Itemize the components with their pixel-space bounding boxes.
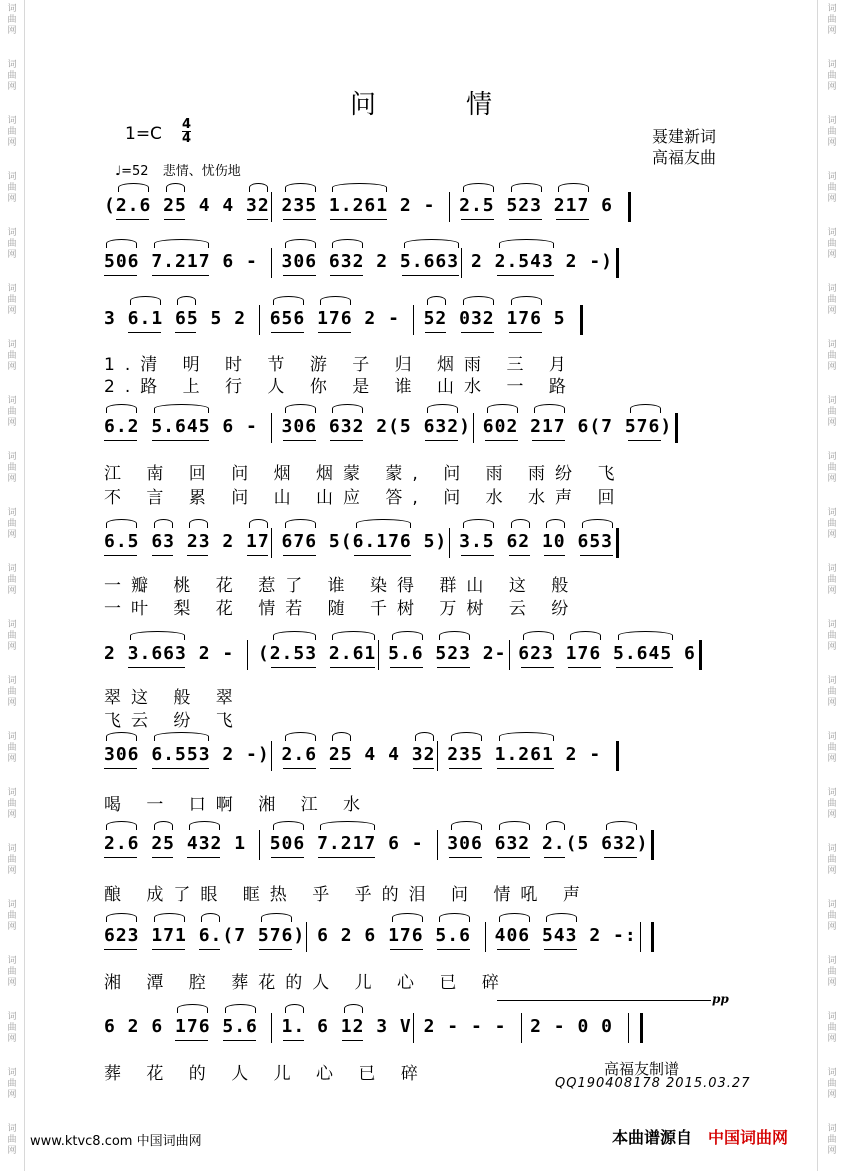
barline	[509, 640, 510, 670]
beam-underline	[152, 555, 173, 556]
beam-underline	[175, 332, 196, 333]
slur-mark	[582, 519, 613, 528]
notation-line: 6.5 63 23 2 17 676 5(6.176 5) 3.5 62 10 653	[104, 531, 625, 552]
score-system	[104, 528, 740, 558]
watermark-text: 词 曲 网	[7, 1068, 17, 1100]
beam-underline	[223, 1040, 256, 1041]
watermark-text: 词 曲 网	[827, 1124, 837, 1156]
slur-mark	[606, 821, 637, 830]
beam-underline	[259, 949, 292, 950]
slur-mark	[546, 913, 577, 922]
beam-underline	[330, 219, 387, 220]
slur-mark	[332, 404, 363, 413]
slur-mark	[273, 296, 304, 305]
slur-mark	[154, 519, 173, 528]
watermark-text: 词 曲 网	[827, 396, 837, 428]
slur-mark	[332, 732, 351, 741]
beam-underline	[402, 275, 459, 276]
slur-mark	[261, 913, 292, 922]
beam-underline	[461, 219, 494, 220]
score-system	[104, 248, 740, 278]
lyricist: 聂建新词	[652, 127, 717, 146]
slur-mark	[154, 404, 209, 413]
slur-mark	[320, 821, 375, 830]
watermark-text: 词 曲 网	[827, 60, 837, 92]
beam-underline	[413, 768, 434, 769]
beam-underline	[104, 275, 137, 276]
beam-underline	[271, 857, 304, 858]
watermark-text: 词 曲 网	[7, 564, 17, 596]
barline	[485, 922, 486, 952]
beam-underline	[390, 667, 423, 668]
beam-underline	[544, 949, 577, 950]
beam-underline	[116, 219, 149, 220]
notation-line: 6.2 5.645 6 - 306 632 2(5 632) 602 217 6(7 576)	[104, 416, 685, 437]
barline	[259, 830, 260, 860]
watermark-text: 词 曲 网	[827, 4, 837, 36]
barline	[378, 640, 379, 670]
beam-underline	[485, 440, 518, 441]
beam-underline	[152, 768, 209, 769]
barline	[271, 741, 272, 771]
beam-underline	[318, 857, 375, 858]
slur-mark	[273, 821, 304, 830]
beam-underline	[342, 1040, 363, 1041]
beam-underline	[247, 219, 268, 220]
lyric-line: 不 言 累 问 山 山应 答, 问 水 水声 回	[104, 488, 625, 508]
slur-mark	[511, 183, 542, 192]
notation-line: 506 7.217 6 - 306 632 2 5.663 2 2.543 2 -)	[104, 251, 625, 272]
watermark-text: 词 曲 网	[7, 4, 17, 36]
barline	[437, 830, 438, 860]
watermark-text: 词 曲 网	[7, 676, 17, 708]
score-system	[104, 830, 740, 860]
beam-underline	[628, 440, 661, 441]
watermark-text: 词 曲 网	[7, 508, 17, 540]
slur-mark	[511, 296, 542, 305]
slur-mark	[154, 913, 185, 922]
beam-underline	[497, 275, 554, 276]
beam-underline	[283, 219, 316, 220]
slur-mark	[285, 519, 316, 528]
watermark-text: 词 曲 网	[7, 844, 17, 876]
watermark-text: 词 曲 网	[827, 284, 837, 316]
slur-mark	[332, 183, 387, 192]
lyric-line: 酿 成了眼 眶热 乎 乎的泪 问 情吼 声	[104, 885, 590, 905]
beam-underline	[283, 440, 316, 441]
barline	[413, 1013, 414, 1043]
slur-mark	[344, 1004, 363, 1013]
lyric-line: 翠这 般 翠	[104, 688, 243, 708]
slur-mark	[166, 183, 185, 192]
footer-site-link[interactable]: www.ktvc8.com 中国词曲网	[30, 1134, 202, 1149]
watermark-text: 词 曲 网	[7, 788, 17, 820]
notation-line: 2 3.663 2 - (2.53 2.61 5.6 523 2- 623 176 5.645 6	[104, 643, 708, 664]
score-maker: 高福友制谱	[604, 1060, 680, 1078]
watermark-text: 词 曲 网	[7, 116, 17, 148]
beam-underline	[187, 555, 208, 556]
slur-mark	[201, 913, 220, 922]
watermark-text: 词 曲 网	[7, 620, 17, 652]
watermark-text: 词 曲 网	[7, 396, 17, 428]
slur-mark	[546, 821, 565, 830]
beam-underline	[104, 768, 137, 769]
watermark-text: 词 曲 网	[7, 284, 17, 316]
slur-mark	[285, 183, 316, 192]
beam-underline	[152, 275, 209, 276]
watermark-text: 词 曲 网	[827, 116, 837, 148]
watermark-text: 词 曲 网	[827, 1012, 837, 1044]
barline	[306, 922, 307, 952]
beam-underline	[283, 768, 316, 769]
beam-underline	[497, 857, 530, 858]
slur-mark	[511, 519, 530, 528]
lyric-line: 喝 一 口啊 湘 江 水	[104, 795, 371, 815]
barline	[628, 1013, 629, 1043]
slur-mark	[404, 239, 459, 248]
source-label: 本曲谱源自	[612, 1128, 693, 1147]
tempo-value: ♩=52	[115, 164, 149, 179]
beam-underline	[568, 667, 601, 668]
watermark-text: 词 曲 网	[827, 228, 837, 260]
watermark-text: 词 曲 网	[7, 1124, 17, 1156]
beam-underline	[425, 332, 446, 333]
barline	[616, 741, 619, 771]
beam-underline	[509, 219, 542, 220]
slur-mark	[630, 404, 661, 413]
lyric-line: 飞云 纷 飞	[104, 711, 243, 731]
slur-mark	[618, 631, 673, 640]
beam-underline	[604, 857, 637, 858]
beam-underline	[164, 219, 185, 220]
lyric-line: 2.路 上 行 人 你 是 谁 山水 一 路	[104, 377, 576, 397]
slur-mark	[189, 519, 208, 528]
slur-mark	[285, 404, 316, 413]
watermark-text: 词 曲 网	[7, 172, 17, 204]
beam-underline	[104, 440, 137, 441]
beam-underline	[271, 667, 316, 668]
watermark-text: 词 曲 网	[827, 508, 837, 540]
slur-mark	[427, 404, 458, 413]
beam-underline	[580, 555, 613, 556]
beam-underline	[152, 949, 185, 950]
lyric-line: 一瓣 桃 花 惹了 谁 染得 群山 这 般	[104, 576, 579, 596]
barline	[449, 528, 450, 558]
notation-line: 2.6 25 432 1 506 7.217 6 - 306 632 2.(5 632)	[104, 833, 661, 854]
beam-underline	[330, 768, 351, 769]
watermark-text: 词 曲 网	[7, 732, 17, 764]
barline	[616, 528, 619, 558]
slur-mark	[130, 296, 161, 305]
slur-mark	[177, 1004, 208, 1013]
slur-mark	[523, 631, 554, 640]
source-credit	[612, 1125, 788, 1148]
watermark-text: 词 曲 网	[827, 172, 837, 204]
slur-mark	[392, 913, 423, 922]
slur-mark	[451, 821, 482, 830]
slur-mark	[154, 821, 173, 830]
watermark-text: 词 曲 网	[7, 340, 17, 372]
barline	[473, 413, 474, 443]
barline	[271, 192, 272, 222]
slur-mark	[499, 913, 530, 922]
slur-mark	[106, 732, 137, 741]
notation-line: 6 2 6 176 5.6 1. 6 12 3 V 2 - - - 2 - 0 0	[104, 1016, 649, 1037]
credits	[652, 126, 716, 168]
beam-underline	[104, 857, 137, 858]
beam-underline	[461, 332, 494, 333]
slur-mark	[356, 519, 411, 528]
slur-mark	[332, 631, 375, 640]
slur-mark	[392, 631, 423, 640]
slur-mark	[451, 732, 482, 741]
score-system	[104, 413, 740, 443]
key-signature: 1=C	[125, 124, 162, 144]
watermark-text: 词 曲 网	[827, 564, 837, 596]
beam-underline	[318, 332, 351, 333]
barline	[461, 248, 462, 278]
beam-underline	[521, 667, 554, 668]
slur-mark	[463, 183, 494, 192]
slur-mark	[332, 239, 363, 248]
beam-underline	[128, 667, 185, 668]
beam-underline	[509, 555, 530, 556]
contact-date-stamp: QQ190408178 2015.03.27	[555, 1076, 751, 1091]
beam-underline	[330, 440, 363, 441]
slur-mark	[106, 913, 137, 922]
slur-mark	[249, 519, 268, 528]
watermark-text: 词 曲 网	[7, 228, 17, 260]
slur-mark	[106, 519, 137, 528]
watermark-text: 词 曲 网	[7, 60, 17, 92]
watermark-text: 词 曲 网	[7, 1012, 17, 1044]
barline	[271, 413, 272, 443]
time-sig-bottom: 4	[182, 131, 192, 146]
watermark-text: 词 曲 网	[827, 900, 837, 932]
slur-mark	[177, 296, 196, 305]
beam-underline	[199, 949, 220, 950]
score-system	[104, 741, 740, 771]
beam-underline	[330, 667, 375, 668]
barline	[640, 922, 641, 952]
beam-underline	[247, 555, 268, 556]
beam-underline	[437, 667, 470, 668]
slur-mark	[570, 631, 601, 640]
beam-underline	[509, 332, 542, 333]
watermark-text: 词 曲 网	[827, 340, 837, 372]
slur-mark	[130, 631, 185, 640]
score-system	[104, 305, 740, 335]
beam-underline	[497, 949, 530, 950]
beam-underline	[449, 768, 482, 769]
expression-marking: 悲情、忧伤地	[162, 164, 241, 179]
slur-mark	[189, 821, 220, 830]
watermark-text: 词 曲 网	[827, 452, 837, 484]
beam-underline	[425, 440, 458, 441]
beam-underline	[330, 275, 363, 276]
score-system	[104, 922, 740, 952]
beam-underline	[497, 768, 554, 769]
watermark-text: 词 曲 网	[827, 676, 837, 708]
tempo-marking	[115, 160, 241, 179]
beam-underline	[449, 857, 482, 858]
beam-underline	[152, 857, 173, 858]
slur-mark	[106, 404, 137, 413]
watermark-text: 词 曲 网	[827, 620, 837, 652]
slur-mark	[154, 732, 209, 741]
beam-underline	[461, 555, 494, 556]
beam-underline	[556, 219, 589, 220]
slur-mark	[546, 519, 565, 528]
slur-mark	[463, 519, 494, 528]
beam-underline	[187, 857, 220, 858]
beam-underline	[104, 555, 137, 556]
slur-mark	[106, 239, 137, 248]
time-sig-top: 4	[182, 117, 192, 132]
barline	[699, 640, 702, 670]
slur-mark	[499, 732, 554, 741]
barline	[259, 305, 260, 335]
lyric-line: 一叶 梨 花 情若 随 千树 万树 云 纷	[104, 599, 579, 619]
barline	[640, 1013, 643, 1043]
barline	[271, 528, 272, 558]
time-signature	[182, 118, 191, 145]
barline	[521, 1013, 522, 1043]
watermark-text: 词 曲 网	[827, 788, 837, 820]
beam-underline	[104, 949, 137, 950]
watermark-text: 词 曲 网	[827, 1068, 837, 1100]
lyric-line: 湘 潭 腔 葬花的人 儿 心 已 碎	[104, 973, 509, 993]
beam-underline	[544, 555, 565, 556]
song-title: 问情	[349, 90, 582, 120]
beam-underline	[152, 440, 209, 441]
slur-mark	[558, 183, 589, 192]
slur-mark	[439, 631, 470, 640]
dynamic-marking: pp	[712, 992, 729, 1006]
slur-mark	[273, 631, 316, 640]
barline	[616, 248, 619, 278]
source-site-name[interactable]: 中国词曲网	[708, 1128, 789, 1147]
beam-underline	[175, 1040, 208, 1041]
score-system	[104, 1013, 740, 1043]
notation-line: 306 6.553 2 -) 2.6 25 4 4 32 235 1.261 2 -	[104, 744, 625, 765]
barline	[651, 922, 654, 952]
barline	[413, 305, 414, 335]
watermark-text: 词 曲 网	[827, 732, 837, 764]
beam-underline	[128, 332, 161, 333]
barline	[449, 192, 450, 222]
slur-mark	[499, 821, 530, 830]
slur-mark	[534, 404, 565, 413]
watermark-text: 词 曲 网	[7, 900, 17, 932]
slur-mark	[154, 239, 209, 248]
beam-underline	[437, 949, 470, 950]
barline	[247, 640, 248, 670]
beam-underline	[390, 949, 423, 950]
slur-mark	[463, 296, 494, 305]
notation-line: 3 6.1 65 5 2 656 176 2 - 52 032 176 5	[104, 308, 590, 329]
slur-mark	[285, 732, 316, 741]
score-system	[104, 640, 740, 670]
barline	[271, 248, 272, 278]
beam-underline	[283, 275, 316, 276]
beam-underline	[544, 857, 565, 858]
slur-mark	[285, 239, 316, 248]
slur-mark	[225, 1004, 256, 1013]
score-system	[104, 192, 740, 222]
slur-mark	[118, 183, 149, 192]
barline	[580, 305, 583, 335]
beam-underline	[616, 667, 673, 668]
beam-underline	[283, 1040, 304, 1041]
slur-mark	[487, 404, 518, 413]
notation-line: (2.6 25 4 4 32 235 1.261 2 - 2.5 523 217 6	[104, 195, 637, 216]
slur-mark	[320, 296, 351, 305]
lyric-line: 江 南 回 问 烟 烟蒙 蒙, 问 雨 雨纷 飞	[104, 464, 625, 484]
watermark-text: 词 曲 网	[827, 844, 837, 876]
slur-mark	[285, 1004, 304, 1013]
beam-underline	[283, 555, 316, 556]
beam-underline	[532, 440, 565, 441]
lyric-line: 葬 花 的 人 儿 心 已 碎	[104, 1064, 428, 1084]
watermark-text: 词 曲 网	[7, 452, 17, 484]
beam-underline	[354, 555, 411, 556]
barline	[437, 741, 438, 771]
slur-mark	[106, 821, 137, 830]
watermark-text: 词 曲 网	[827, 956, 837, 988]
barline	[628, 192, 631, 222]
slur-mark	[439, 913, 470, 922]
barline	[675, 413, 678, 443]
slur-mark	[499, 239, 554, 248]
watermark-text: 词 曲 网	[7, 956, 17, 988]
barline	[271, 1013, 272, 1043]
slur-mark	[249, 183, 268, 192]
barline	[651, 830, 654, 860]
slur-mark	[427, 296, 446, 305]
slur-mark	[415, 732, 434, 741]
lyric-line: 1.清 明 时 节 游 子 归 烟雨 三 月	[104, 355, 576, 375]
notation-line: 623 171 6.(7 576) 6 2 6 176 5.6 406 543 2 -:	[104, 925, 661, 946]
composer: 高福友曲	[652, 148, 717, 167]
crescendo-line	[497, 1000, 711, 1001]
beam-underline	[271, 332, 304, 333]
